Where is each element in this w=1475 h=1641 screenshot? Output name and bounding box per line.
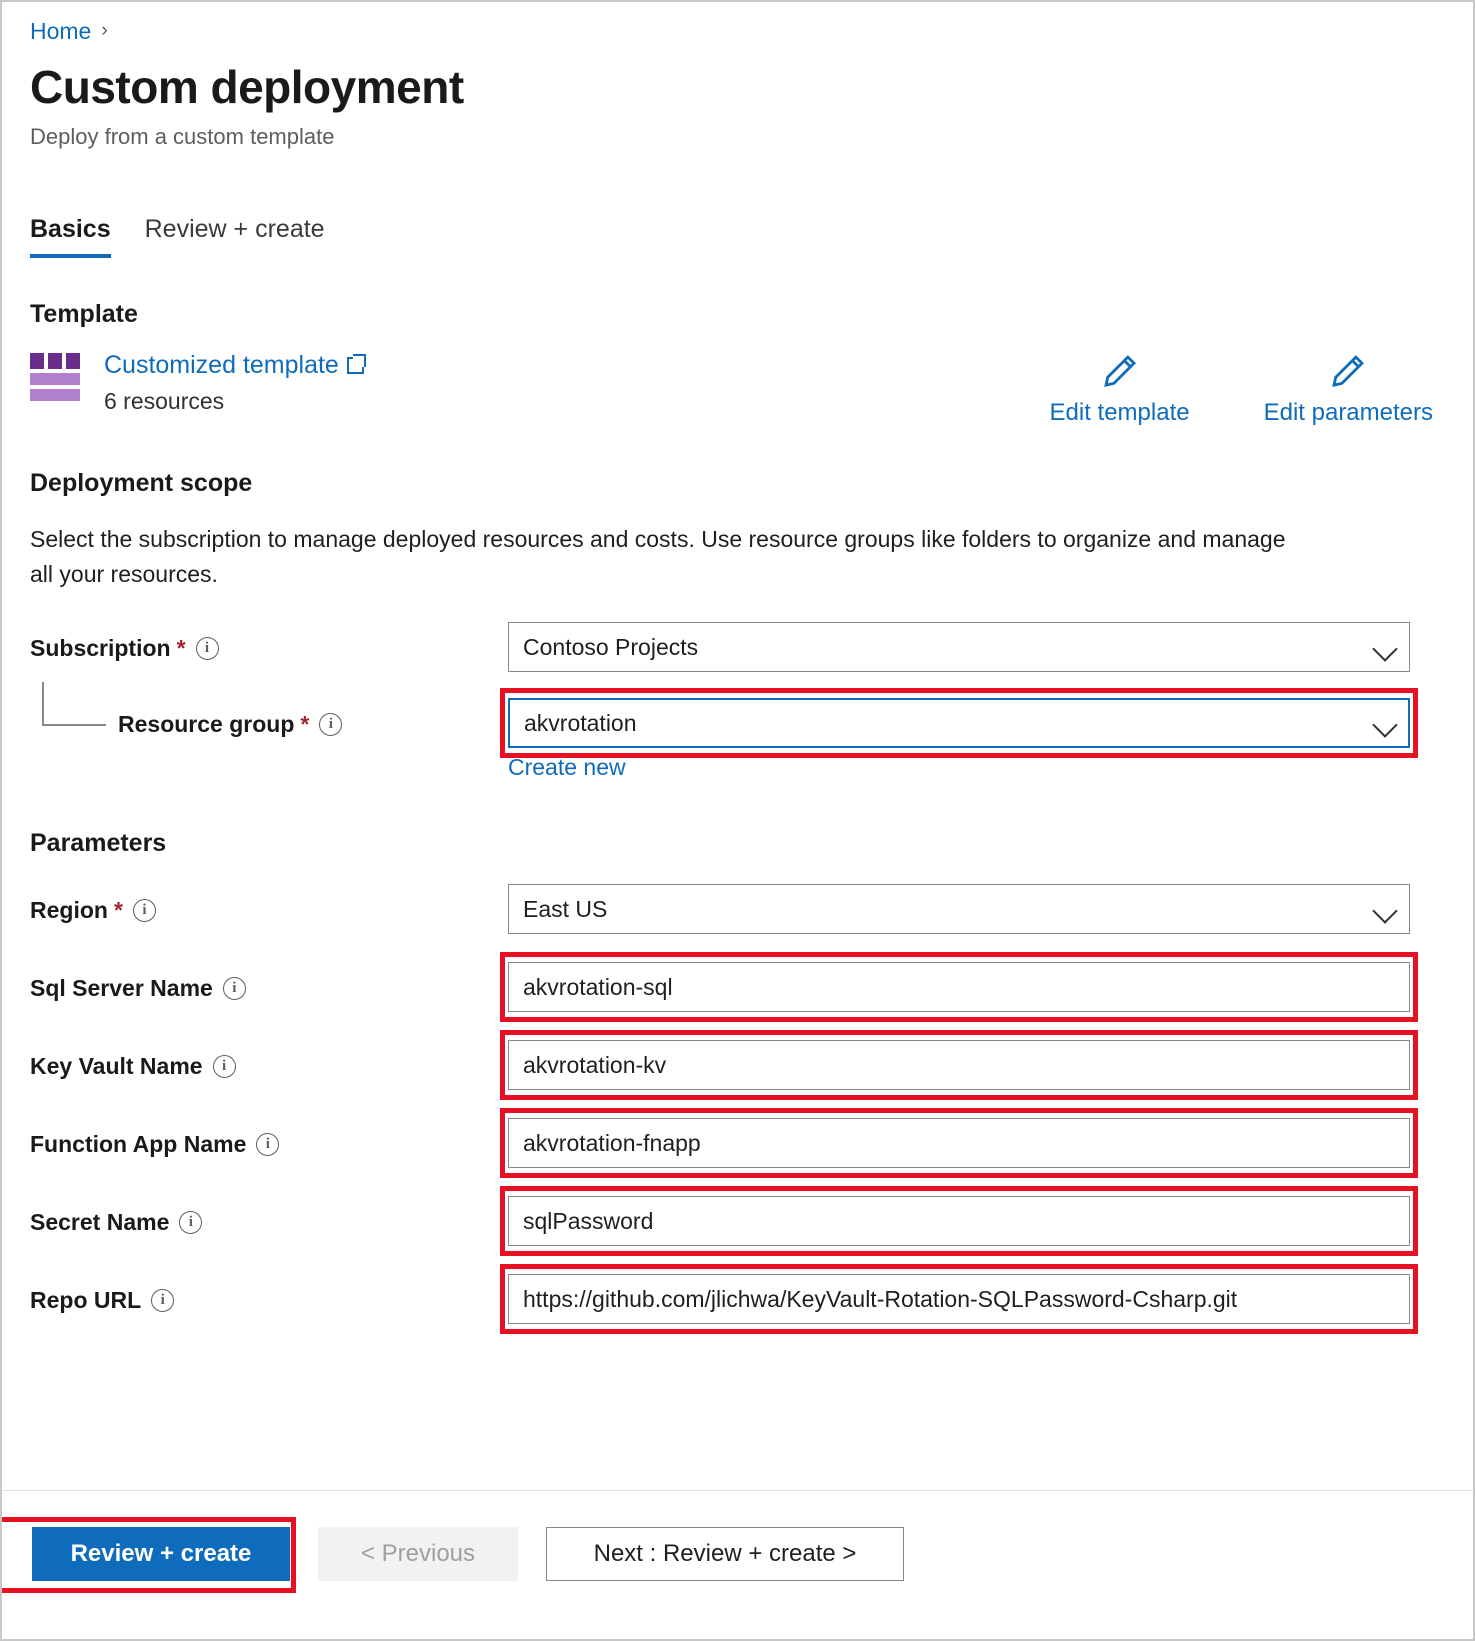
key-vault-name-row bbox=[30, 1040, 1443, 1092]
footer-bar bbox=[2, 1490, 1473, 1639]
function-app-name-input[interactable]: akvrotation-fnapp bbox=[508, 1118, 1410, 1168]
page-content bbox=[2, 2, 1473, 1491]
edit-parameters-button[interactable] bbox=[1264, 351, 1433, 427]
tab-basics[interactable]: Basics bbox=[30, 215, 111, 258]
secret-name-control bbox=[508, 1196, 1410, 1246]
repo-url-input[interactable]: https://github.com/jlichwa/KeyVault-Rotation-SQLPassword-Csharp.git bbox=[508, 1274, 1410, 1324]
resource-group-label-group bbox=[30, 698, 508, 750]
resource-group-label: Resource group bbox=[118, 711, 295, 737]
edit-template-label: Edit template bbox=[1049, 399, 1190, 426]
breadcrumb bbox=[30, 16, 1443, 46]
tab-list bbox=[30, 212, 1443, 258]
region-select[interactable]: East US bbox=[508, 884, 1410, 934]
sql-server-name-label: Sql Server Name bbox=[30, 975, 213, 1001]
sql-server-name-row bbox=[30, 962, 1443, 1014]
resource-group-control bbox=[508, 698, 1410, 781]
chevron-right-icon: › bbox=[101, 20, 108, 41]
template-icon bbox=[30, 351, 88, 405]
customized-template-link[interactable] bbox=[104, 351, 364, 380]
region-control bbox=[508, 884, 1410, 934]
info-icon[interactable]: i bbox=[319, 713, 342, 736]
repo-url-label-group bbox=[30, 1274, 508, 1326]
tab-review-create[interactable]: Review + create bbox=[144, 215, 325, 243]
info-icon[interactable]: i bbox=[213, 1055, 236, 1078]
info-icon[interactable]: i bbox=[151, 1289, 174, 1312]
key-vault-name-control bbox=[508, 1040, 1410, 1090]
region-label-group bbox=[30, 884, 508, 936]
info-icon[interactable]: i bbox=[196, 637, 219, 660]
function-app-name-control bbox=[508, 1118, 1410, 1168]
previous-button: < Previous bbox=[318, 1527, 518, 1581]
template-section-title: Template bbox=[30, 300, 138, 328]
page-subtitle: Deploy from a custom template bbox=[30, 124, 335, 149]
sql-server-name-control bbox=[508, 962, 1410, 1012]
key-vault-name-input[interactable]: akvrotation-kv bbox=[508, 1040, 1410, 1090]
template-edit-actions bbox=[1050, 351, 1433, 427]
resource-group-row bbox=[30, 698, 1443, 781]
function-app-name-row bbox=[30, 1118, 1443, 1170]
key-vault-name-label: Key Vault Name bbox=[30, 1053, 203, 1079]
region-row bbox=[30, 884, 1443, 936]
footer-buttons bbox=[2, 1491, 1473, 1581]
repo-url-label: Repo URL bbox=[30, 1287, 142, 1313]
secret-name-row bbox=[30, 1196, 1443, 1248]
pencil-icon bbox=[1099, 351, 1141, 393]
info-icon[interactable]: i bbox=[223, 977, 246, 1000]
sql-server-name-label-group bbox=[30, 962, 508, 1014]
sql-server-name-input[interactable]: akvrotation-sql bbox=[508, 962, 1410, 1012]
edit-template-button[interactable] bbox=[1050, 351, 1190, 427]
deployment-scope-description: Select the subscription to manage deployed resources and costs. Use resource groups like folders to organize and manage all your resources. bbox=[30, 526, 1286, 587]
subscription-select[interactable]: Contoso Projects bbox=[508, 622, 1410, 672]
deployment-scope-title: Deployment scope bbox=[30, 469, 253, 497]
secret-name-input[interactable]: sqlPassword bbox=[508, 1196, 1410, 1246]
info-icon[interactable]: i bbox=[133, 899, 156, 922]
subscription-label: Subscription bbox=[30, 635, 171, 661]
template-info bbox=[104, 351, 364, 415]
region-label: Region bbox=[30, 897, 108, 923]
required-marker: * bbox=[176, 635, 186, 661]
external-link-icon bbox=[347, 357, 364, 374]
resource-group-select[interactable]: akvrotation bbox=[508, 698, 1410, 748]
subscription-row bbox=[30, 622, 1443, 674]
pencil-icon bbox=[1327, 351, 1369, 393]
next-review-create-button[interactable]: Next : Review + create > bbox=[546, 1527, 904, 1581]
function-app-name-label-group bbox=[30, 1118, 508, 1170]
function-app-name-label: Function App Name bbox=[30, 1131, 247, 1157]
create-new-resource-group-link[interactable]: Create new bbox=[508, 754, 626, 780]
template-row bbox=[30, 351, 1443, 427]
repo-url-control bbox=[508, 1274, 1410, 1324]
edit-parameters-label: Edit parameters bbox=[1263, 399, 1433, 426]
page-title: Custom deployment bbox=[30, 61, 464, 113]
parameters-section-title: Parameters bbox=[30, 829, 167, 857]
subscription-control bbox=[508, 622, 1410, 672]
template-resource-count: 6 resources bbox=[104, 388, 225, 414]
subscription-label-group bbox=[30, 622, 508, 674]
breadcrumb-home[interactable]: Home bbox=[30, 18, 92, 44]
review-create-button[interactable]: Review + create bbox=[32, 1527, 290, 1581]
info-icon[interactable]: i bbox=[256, 1133, 279, 1156]
key-vault-name-label-group bbox=[30, 1040, 508, 1092]
customized-template-label: Customized template bbox=[104, 351, 339, 379]
tree-connector bbox=[42, 682, 106, 726]
repo-url-row bbox=[30, 1274, 1443, 1326]
secret-name-label: Secret Name bbox=[30, 1209, 170, 1235]
info-icon[interactable]: i bbox=[179, 1211, 202, 1234]
required-marker: * bbox=[113, 897, 123, 923]
required-marker: * bbox=[300, 711, 310, 737]
secret-name-label-group bbox=[30, 1196, 508, 1248]
deployment-form bbox=[30, 622, 1443, 1326]
